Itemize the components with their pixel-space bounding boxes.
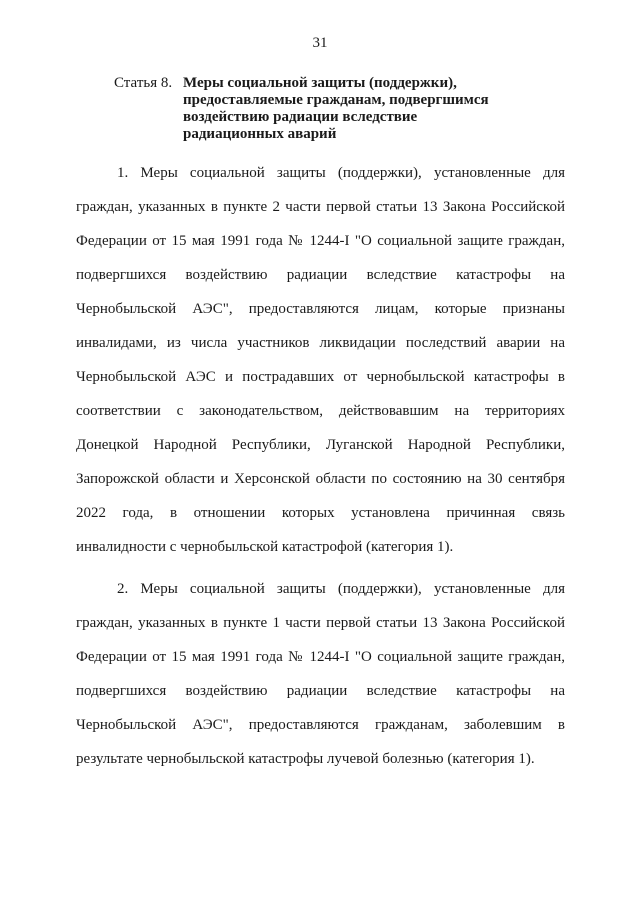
- page-number: 31: [312, 35, 328, 51]
- article-heading: [114, 75, 544, 143]
- paragraph-1-text: 1. Меры социальной защиты (поддержки), установленные для граждан, указанных в пункте 2 части первой статьи 13 Закона Российской Федерации от 15 мая 1991 года № 1244-I "О социальной защите граждан, подвергшихся воздействию радиации вследствие катастрофы на Чернобыльской АЭС", предоставляются лицам, которые признаны инвалидами, из числа участников ликвидации последствий аварии на Чернобыльской АЭС и пострадавших от чернобыльской катастрофы в соответствии с законодательством, действовавшим на территориях Донецкой Народной Республики, Луганской Народной Республики, Запорожской области и Херсонской области по состоянию на 30 сентября 2022 года, в отношении которых установлена причинная связь инвалидности с чернобыльской катастрофой (категория 1).: [76, 165, 565, 555]
- paragraph-2-text: 2. Меры социальной защиты (поддержки), установленные для граждан, указанных в пункте 1 части первой статьи 13 Закона Российской Федерации от 15 мая 1991 года № 1244-I "О социальной защите граждан, подвергшихся воздействию радиации вследствие катастрофы на Чернобыльской АЭС", предоставляются гражданам, заболевшим в результате чернобыльской катастрофы лучевой болезнью (категория 1).: [76, 581, 565, 767]
- paragraph-1: [76, 156, 565, 564]
- article-label: Статья 8.: [114, 75, 173, 91]
- paragraph-2: [76, 572, 565, 776]
- article-title: Меры социальной защиты (поддержки), предоставляемые гражданам, подвергшимся воздействию радиации вследствие радиационных аварий: [183, 75, 489, 142]
